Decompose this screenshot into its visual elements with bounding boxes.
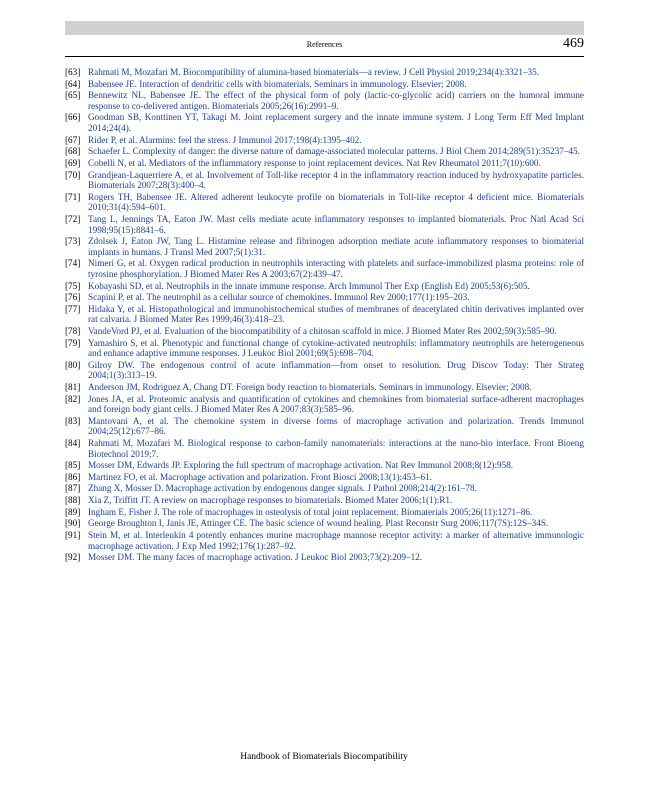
running-header-title: References	[306, 40, 343, 49]
reference-link[interactable]: Rahmati M, Mozafari M. Biocompatibility of alumina-based biomaterials—a review. J Cell Physiol 2019;234(4):3321–35.	[88, 67, 540, 77]
reference-number: [78]	[65, 325, 81, 336]
header-bar	[65, 21, 584, 35]
reference-link[interactable]: Zdolsek J, Eaton JW, Tang L. Histamine release and fibrinogen adsorption mediate acute inflammatory responses to biomaterial implants in humans. J Transl Med 2007;5(1):31.	[88, 236, 584, 257]
reference-number: [72]	[65, 213, 81, 224]
reference-link[interactable]: Mantovani A, et al. The chemokine system in diverse forms of macrophage activation and polarization. Trends Immunol 2004;25(12):677–86.	[88, 415, 584, 437]
book-title-footer: Handbook of Biomaterials Biocompatibility	[240, 752, 408, 762]
reference-link[interactable]: George Broughton I, Janis JE, Attinger CE. The basic science of wound healing. Plast Reconstr Surg 2006;117(7S):12S–34S.	[88, 518, 549, 529]
reference-link[interactable]: Jones JA, et al. Proteomic analysis and quantification of cytokines and chemokines from biomaterial surface-adherent macrophages and foreign body giant cells. J Biomed Mater Res A 2007;83(3):585–96.	[88, 393, 584, 415]
reference-item	[65, 483, 584, 494]
reference-number: [91]	[65, 530, 81, 541]
reference-item	[65, 472, 584, 483]
reference-link[interactable]: Zhang X, Mosser D. Macrophage activation by endogenous danger signals. J Pathol 2008;214(2):161–78.	[88, 483, 477, 494]
reference-number: [83]	[65, 415, 81, 426]
reference-item	[65, 192, 584, 213]
reference-number: [65]	[65, 90, 81, 101]
reference-item	[65, 214, 584, 235]
reference-item	[65, 460, 584, 471]
reference-link[interactable]: Stein M, et al. Interleukin 4 potently enhances murine macrophage mannose receptor activity: a marker of alternative immunologic macrophage activation. J Exp Med 1992;176(1):287–92.	[88, 530, 584, 551]
reference-link[interactable]: Martinez FO, et al. Macrophage activation and polarization. Front Biosci 2008;13(1):453–61.	[88, 471, 432, 482]
reference-number: [90]	[65, 518, 81, 529]
reference-link[interactable]: Xia Z, Triffitt JT. A review on macrophage responses to biomaterials. Biomed Mater 2006;1(1):R1.	[88, 495, 453, 506]
running-header	[65, 36, 584, 57]
reference-item	[65, 338, 584, 359]
reference-item	[65, 552, 584, 563]
reference-item	[65, 438, 584, 459]
reference-link[interactable]: Grandjean-Laquerriere A, et al. Involvement of Toll-like receptor 4 in the inflammatory reaction induced by hydroxyapatite particles. Biomaterials 2007;28(3):400–4.	[88, 169, 584, 191]
reference-number: [64]	[65, 78, 81, 89]
reference-number: [66]	[65, 112, 81, 123]
reference-item	[65, 304, 584, 325]
reference-item	[65, 170, 584, 191]
reference-link[interactable]: Mosser DM, Edwards JP. Exploring the full spectrum of macrophage activation. Nat Rev Immunol 2008;8(12):958.	[88, 460, 514, 471]
reference-number: [68]	[65, 146, 81, 157]
reference-link[interactable]: Schaefer L. Complexity of danger: the diverse nature of damage-associated molecular patterns. J Biol Chem 2014;289(51):35237–45.	[88, 146, 580, 157]
reference-number: [79]	[65, 337, 81, 348]
reference-item	[65, 495, 584, 506]
reference-link[interactable]: Gilroy DW. The endogenous control of acute inflammation—from onset to resolution. Drug Discov Today: Ther Strateg 2004;1(3):313–19.	[88, 359, 584, 381]
reference-number: [80]	[65, 359, 81, 370]
reference-item	[65, 292, 584, 303]
reference-link[interactable]: Goodman SB, Konttinen YT, Takagi M. Joint replacement surgery and the innate immune system. J Long Term Eff Med Implant 2014;24(4).	[88, 112, 584, 134]
reference-item	[65, 158, 584, 169]
reference-number: [71]	[65, 191, 81, 202]
reference-item	[65, 258, 584, 279]
reference-number: [82]	[65, 393, 81, 404]
reference-item	[65, 360, 584, 381]
reference-link[interactable]: Rahmati M, Mozafari M. Biological response to carbon-family nanomaterials: interactions at the nano-bio interface. Front Bioeng Biotechnol 2019;7.	[88, 438, 584, 459]
reference-link[interactable]: Tang L, Jennings TA, Eaton JW. Mast cells mediate acute inflammatory responses to implanted biomaterials. Proc Natl Acad Sci 1998;95(15):8841–6.	[88, 213, 584, 235]
reference-link[interactable]: Anderson JM, Rodriguez A, Chang DT. Foreign body reaction to biomaterials. Seminars in immunology. Elsevier; 2008.	[88, 382, 532, 392]
reference-link[interactable]: Bennewitz NL, Babensee JE. The effect of the physical form of poly (lactic-co-glycolic acid) carriers on the humoral immune response to co-delivered antigen. Biomaterials 2005;26(16):2991–9.	[88, 90, 584, 111]
reference-item	[65, 112, 584, 133]
reference-item	[65, 394, 584, 415]
reference-item	[65, 326, 584, 337]
reference-number: [63]	[65, 67, 81, 77]
reference-number: [87]	[65, 483, 81, 494]
reference-number: [67]	[65, 134, 81, 145]
reference-number: [89]	[65, 506, 81, 517]
reference-link[interactable]: Nimeri G, et al. Oxygen radical production in neutrophils interacting with platelets and surface-immobilized plasma proteins: role of tyrosine phosphorylation. J Biomed Mater Res A 2003;67(2):439–47.	[88, 258, 584, 279]
reference-link[interactable]: Rogers TH, Babensee JE. Altered adherent leukocyte profile on biomaterials in Toll-like receptor 4 deficient mice. Biomaterials 2010;31(4):594–601.	[88, 191, 584, 213]
page-number: 469	[563, 36, 584, 51]
reference-number: [69]	[65, 157, 81, 168]
reference-item	[65, 518, 584, 529]
reference-link[interactable]: VandeVord PJ, et al. Evaluation of the biocompatibility of a chitosan scaffold in mice. J Biomed Mater Res 2002;59(3):585–90.	[88, 325, 557, 336]
reference-number: [73]	[65, 236, 81, 247]
reference-item	[65, 236, 584, 257]
reference-link[interactable]: Scapini P, et al. The neutrophil as a cellular source of chemokines. Immunol Rev 2000;177(1):195–203.	[88, 292, 470, 303]
reference-number: [86]	[65, 471, 81, 482]
reference-link[interactable]: Ingham E, Fisher J. The role of macrophages in osteolysis of total joint replacement. Biomaterials 2005;26(11):1271–86.	[88, 506, 533, 517]
reference-link[interactable]: Yamashiro S, et al. Phenotypic and functional change of cytokine-activated neutrophils: inflammatory neutrophils are heterogeneous and enhance adaptive immune responses. J Leukoc Biol 2001;69(5):698–704.	[88, 337, 584, 359]
reference-number: [70]	[65, 169, 81, 180]
reference-number: [75]	[65, 280, 81, 291]
reference-number: [84]	[65, 438, 81, 449]
reference-item	[65, 67, 584, 78]
reference-number: [81]	[65, 382, 81, 392]
reference-item	[65, 530, 584, 551]
reference-link[interactable]: Kobayashi SD, et al. Neutrophils in the innate immune response. Arch Immunol Ther Exp (English Ed) 2005;53(6):505.	[88, 280, 530, 291]
reference-list	[65, 67, 584, 564]
reference-number: [92]	[65, 552, 81, 563]
reference-link[interactable]: Babensee JE. Interaction of dendritic cells with biomaterials. Seminars in immunology. Elsevier; 2008.	[88, 78, 467, 89]
reference-item	[65, 79, 584, 90]
reference-item	[65, 382, 584, 393]
reference-number: [77]	[65, 303, 81, 314]
reference-number: [85]	[65, 460, 81, 471]
reference-link[interactable]: Mosser DM. The many faces of macrophage activation. J Leukoc Biol 2003;73(2):209–12.	[88, 552, 423, 563]
reference-number: [74]	[65, 258, 81, 269]
reference-number: [76]	[65, 292, 81, 303]
reference-item	[65, 507, 584, 518]
reference-link[interactable]: Cobelli N, et al. Mediators of the inflammatory response to joint replacement devices. Nat Rev Rheumatol 2011;7(10):600.	[88, 157, 541, 168]
reference-item	[65, 281, 584, 292]
reference-link[interactable]: Rider P, et al. Alarmins: feel the stress. J Immunol 2017;198(4):1395–402.	[88, 134, 362, 145]
reference-item	[65, 90, 584, 111]
reference-item	[65, 135, 584, 146]
reference-item	[65, 146, 584, 157]
reference-item	[65, 416, 584, 437]
reference-link[interactable]: Hidaka Y, et al. Histopathological and immunohistochemical studies of membranes of deacetylated chitin derivatives implanted over rat calvaria. J Biomed Mater Res 1999;46(3):418–23.	[88, 303, 584, 325]
reference-number: [88]	[65, 495, 81, 506]
